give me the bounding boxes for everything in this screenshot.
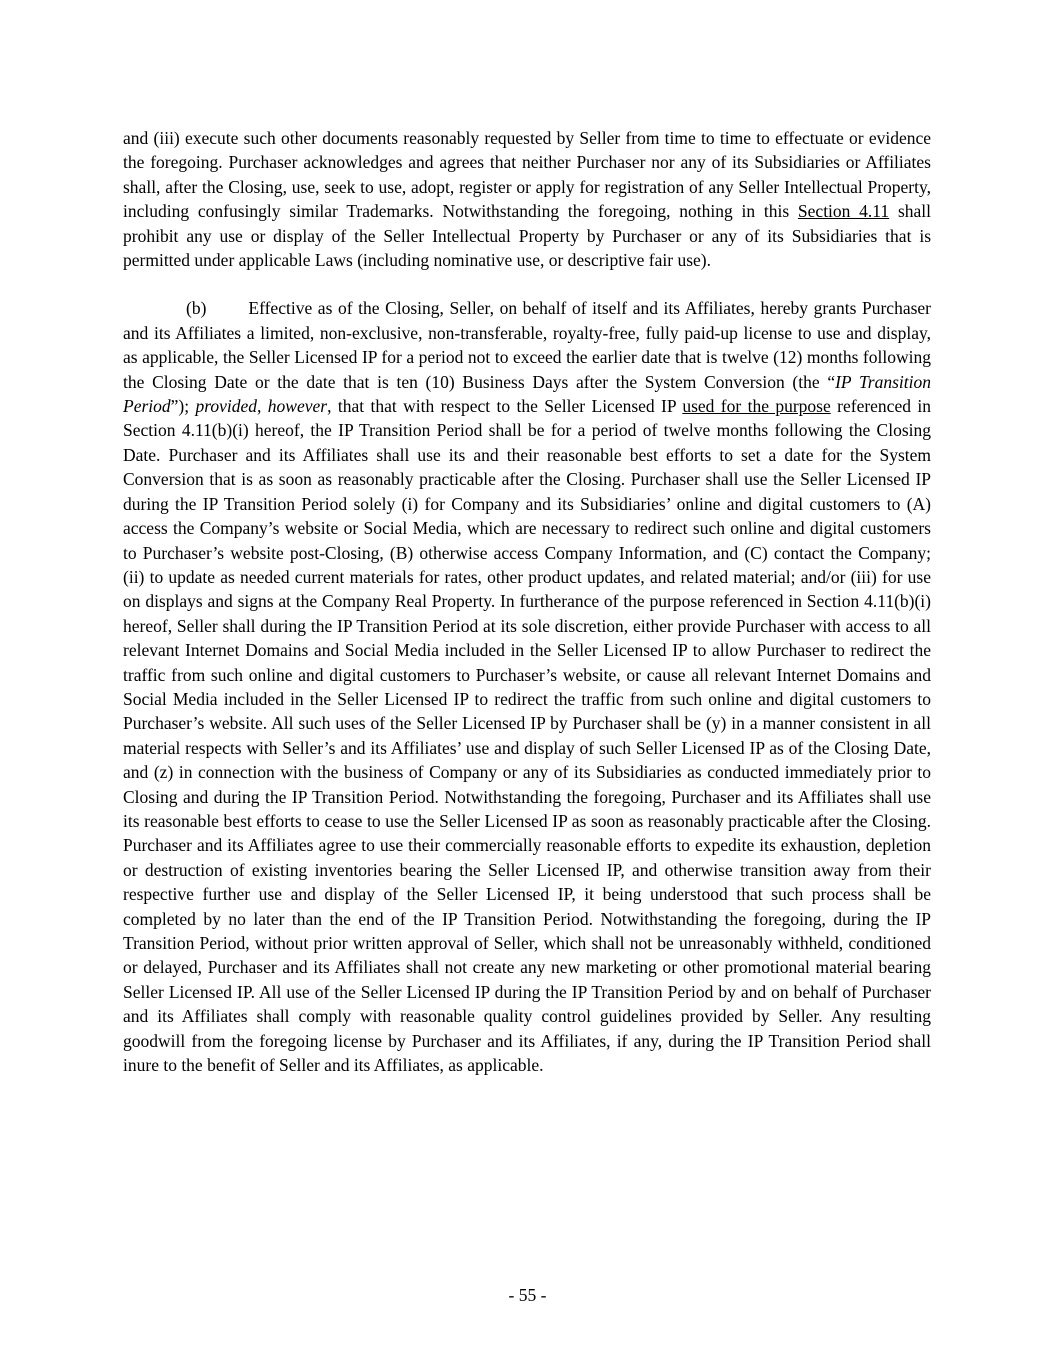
underlined-phrase-used-for-the-purpose: used for the purpose: [682, 396, 831, 417]
body-text: , that that with respect to the Seller Licensed IP: [327, 396, 683, 417]
section-4-11-reference: Section 4.11: [797, 201, 890, 222]
body-text: shall prohibit any use or display of the Seller Intellectual Property by Purchaser or any of its Subsidiaries that is permitted under applicable Laws (including nominative use, or descriptive fair use).: [123, 201, 931, 271]
defined-term-ip-transition-period: IP Transition Period: [123, 371, 931, 417]
page-number: - 55 -: [508, 1284, 547, 1305]
body-text: and (iii) execute such other documents reasonably requested by Seller from time to time to effectuate or evidence the foregoing. Purchaser acknowledges and agrees that neither Purchaser nor any of its Subsidiaries or Affiliates shall, after the Closing, use, seek to use, adopt, register or apply for registration of any Seller Intellectual Property, including confusingly similar Trademarks. Notwithstanding the foregoing, nothing in this: [123, 128, 931, 222]
clause-label: (b): [186, 298, 207, 319]
proviso-phrase: provided, however: [195, 396, 328, 417]
body-text: ”);: [170, 396, 196, 417]
paragraph-a-continuation: [123, 126, 931, 272]
paragraph-b: [123, 296, 931, 1077]
body-text: Effective as of the Closing, Seller, on behalf of itself and its Affiliates, hereby grants Purchaser and its Affiliates a limited, non-exclusive, non-transferable, royalty-free, fully paid-up license to use and display, as applicable, the Seller Licensed IP for a period not to exceed the earlier date that is twelve (12) months following the Closing Date or the date that is ten (10) Business Days after the System Conversion (the “: [123, 298, 931, 392]
body-text: referenced in Section 4.11(b)(i) hereof, the IP Transition Period shall be for a period of twelve months following the Closing Date. Purchaser and its Affiliates shall use its and their reasonable best efforts to set a date for the System Conversion that is as soon as reasonably practicable after the Closing. Purchaser shall use the Seller Licensed IP during the IP Transition Period solely (i) for Company and its Subsidiaries’ online and digital customers to (A) access the Company’s website or Social Media, which are necessary to redirect such online and digital customers to Purchaser’s website post-Closing, (B) otherwise access Company Information, and (C) contact the Company; (ii) to update as needed current materials for rates, other product updates, and related material; and/or (iii) for use on displays and signs at the Company Real Property. In furtherance of the purpose referenced in Section 4.11(b)(i) hereof, Seller shall during the IP Transition Period at its sole discretion, either provide Purchaser with access to all relevant Internet Domains and Social Media included in the Seller Licensed IP to allow Purchaser to redirect the traffic from such online and digital customers to Purchaser’s website, or cause all relevant Internet Domains and Social Media included in the Seller Licensed IP to redirect the traffic from such online and digital customers to Purchaser’s website. All such uses of the Seller Licensed IP by Purchaser shall be (y) in a manner consistent in all material respects with Seller’s and its Affiliates’ use and display of such Seller Licensed IP as of the Closing Date, and (z) in connection with the business of Company or any of its Subsidiaries as conducted immediately prior to Closing and during the IP Transition Period. Notwithstanding the foregoing, Purchaser and its Affiliates shall use its reasonable best efforts to cease to use the Seller Licensed IP as soon as reasonably practicable after the Closing. Purchaser and its Affiliates agree to use their commercially reasonable efforts to expedite its exhaustion, depletion or destruction of existing inventories bearing the Seller Licensed IP, and otherwise transition away from their respective further use and display of the Seller Licensed IP, it being understood that such process shall be completed by no later than the end of the IP Transition Period. Notwithstanding the foregoing, during the IP Transition Period, without prior written approval of Seller, which shall not be unreasonably withheld, conditioned or delayed, Purchaser and its Affiliates shall not create any new marketing or other promotional material bearing Seller Licensed IP. All use of the Seller Licensed IP during the IP Transition Period by and on behalf of Purchaser and its Affiliates shall comply with reasonable quality control guidelines provided by Seller. Any resulting goodwill from the foregoing license by Purchaser and its Affiliates, if any, during the IP Transition Period shall inure to the benefit of Seller and its Affiliates, as applicable.: [123, 396, 931, 1076]
